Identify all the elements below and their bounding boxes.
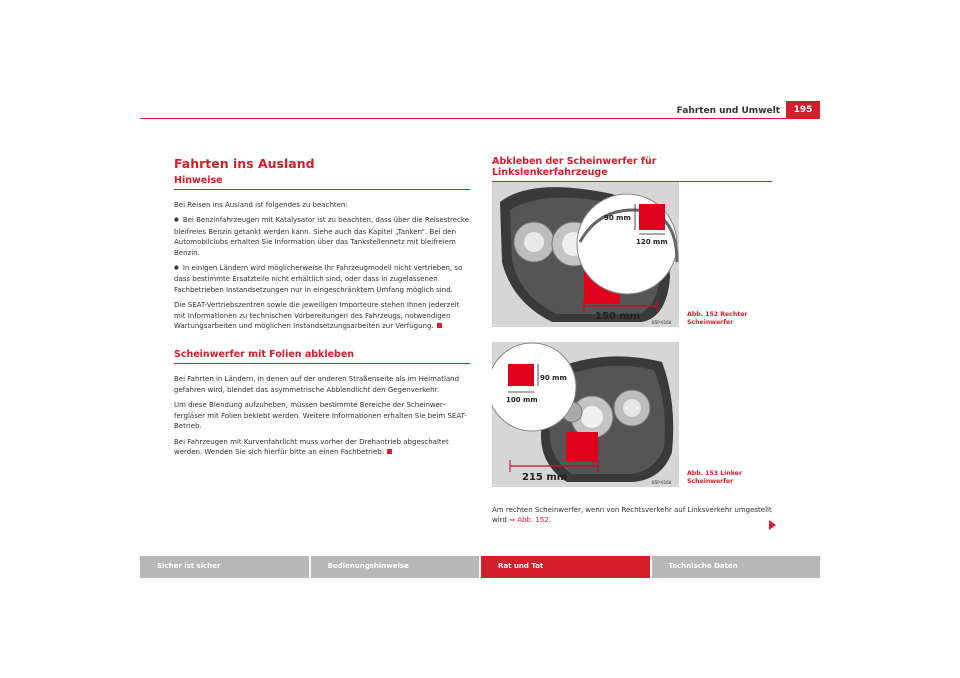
section-heading-hinweise: Hinweise	[174, 175, 470, 190]
paragraph-folien: Um diese Blendung aufzuheben, müssen bestimmte Bereiche der Scheinwerfergläser mit Folien beklebt werden. Weitere Informationen erhalten Sie beim SEAT-Betrieb.	[174, 401, 467, 431]
section-heading-abkleben: Abkleben der Scheinwerfer für Linkslenkerfahrzeuge	[492, 156, 772, 182]
dim-bottom-label: 215 mm	[522, 472, 568, 483]
footer-tab-rat-und-tat[interactable]: Rat und Tat	[481, 556, 650, 578]
dim-height-label: 90 mm	[540, 374, 567, 382]
left-column	[174, 150, 470, 457]
figure-caption-153: Abb. 153 Linker Scheinwerfer	[687, 470, 742, 485]
page-number: 195	[786, 101, 820, 118]
paragraph-rechter-scheinwerfer-text: Am rechten Scheinwerfer, wenn von Rechtsverkehr auf Linksverkehr umgestellt wird	[492, 506, 772, 525]
bullet-benzin	[174, 215, 470, 258]
figure-code: B5P-0168	[652, 480, 672, 485]
paragraph-kurvenlicht-text: Bei Fahrzeugen mit Kurvenfahrlicht muss vorher der Drehantrieb abgeschaltet werden. Wenden Sie sich hierfür bitte an einen Fachbetrieb.	[174, 437, 449, 456]
headlight-left-illustration	[492, 342, 679, 487]
page-header-title: Fahrten und Umwelt	[676, 106, 780, 116]
paragraph-vertriebszentren-text: Die SEAT-Vertriebszentren sowie die jeweiligen Importeure stehen Ihnen jederzeit mit Informationen zu technischen Vorbereitungen des Fahrzeugs, notwendigen Wartungsarbeiten und möglichen Instandsetzungsarbeiten zur Verfügung.	[174, 301, 460, 331]
paragraph-vertriebszentren	[174, 300, 470, 331]
paragraph-kurvenlicht	[174, 437, 470, 458]
dim-bottom-label: 150 mm	[595, 311, 641, 322]
figure-caption-152: Abb. 152 Rechter Scheinwerfer	[687, 311, 748, 326]
paragraph-blendung: Bei Fahrten in Ländern, in denen auf der anderen Straßenseite als im Heimatland gefahren wird, blendet das asymmetrische Abblendlicht den Gegenverkehr.	[174, 375, 460, 394]
dim-width-label: 120 mm	[636, 238, 668, 246]
footer-tab-bedienung[interactable]: Bedienungshinweise	[311, 556, 480, 578]
paragraph-end-punct: .	[548, 516, 551, 525]
header-rule	[140, 118, 820, 119]
section-end-icon	[437, 323, 442, 328]
bullet-ersatzteile-text: In einigen Ländern wird möglicherweise Ihr Fahrzeugmodell nicht vertrieben, so dass bestimmte Ersatzteile nicht erhältlich sind, oder dass in zugelassenen Fachbetrieben Instandsetzungen nur in eingeschränktem Umfang möglich sind.	[174, 264, 463, 294]
bullet-ersatzteile	[174, 263, 470, 295]
dim-width-label: 100 mm	[506, 396, 538, 404]
figure-reference-link[interactable]: ⇒ Abb. 152	[509, 516, 549, 525]
figure-left-headlight	[492, 342, 679, 487]
footer-tab-technische-daten[interactable]: Technische Daten	[652, 556, 821, 578]
section-heading-scheinwerfer: Scheinwerfer mit Folien abkleben	[174, 349, 470, 364]
footer-nav	[140, 556, 820, 578]
figure-right-headlight	[492, 182, 679, 327]
right-column	[492, 150, 772, 182]
figure-code: B5P-0168	[652, 320, 672, 325]
paragraph-rechter-scheinwerfer	[492, 505, 772, 526]
footer-tab-sicher[interactable]: Sicher ist sicher	[140, 556, 309, 578]
next-page-arrow-icon[interactable]	[769, 520, 776, 530]
headlight-right-illustration	[492, 182, 679, 327]
dim-height-label: 90 mm	[604, 214, 631, 222]
chapter-title: Fahrten ins Ausland	[174, 156, 315, 171]
section-end-icon	[387, 449, 392, 454]
bullet-benzin-text: Bei Benzinfahrzeugen mit Katalysator ist zu beachten, dass über die Reisestrecke bleifreies Benzin getankt werden kann. Siehe auch das Kapitel „Tanken“. Bei den Automobilclubs erhalten Sie Information über das Tankstellennetz mit bleifreiem Benzin.	[174, 216, 470, 257]
intro-text: Bei Reisen ins Ausland ist folgendes zu beachten:	[174, 201, 348, 209]
